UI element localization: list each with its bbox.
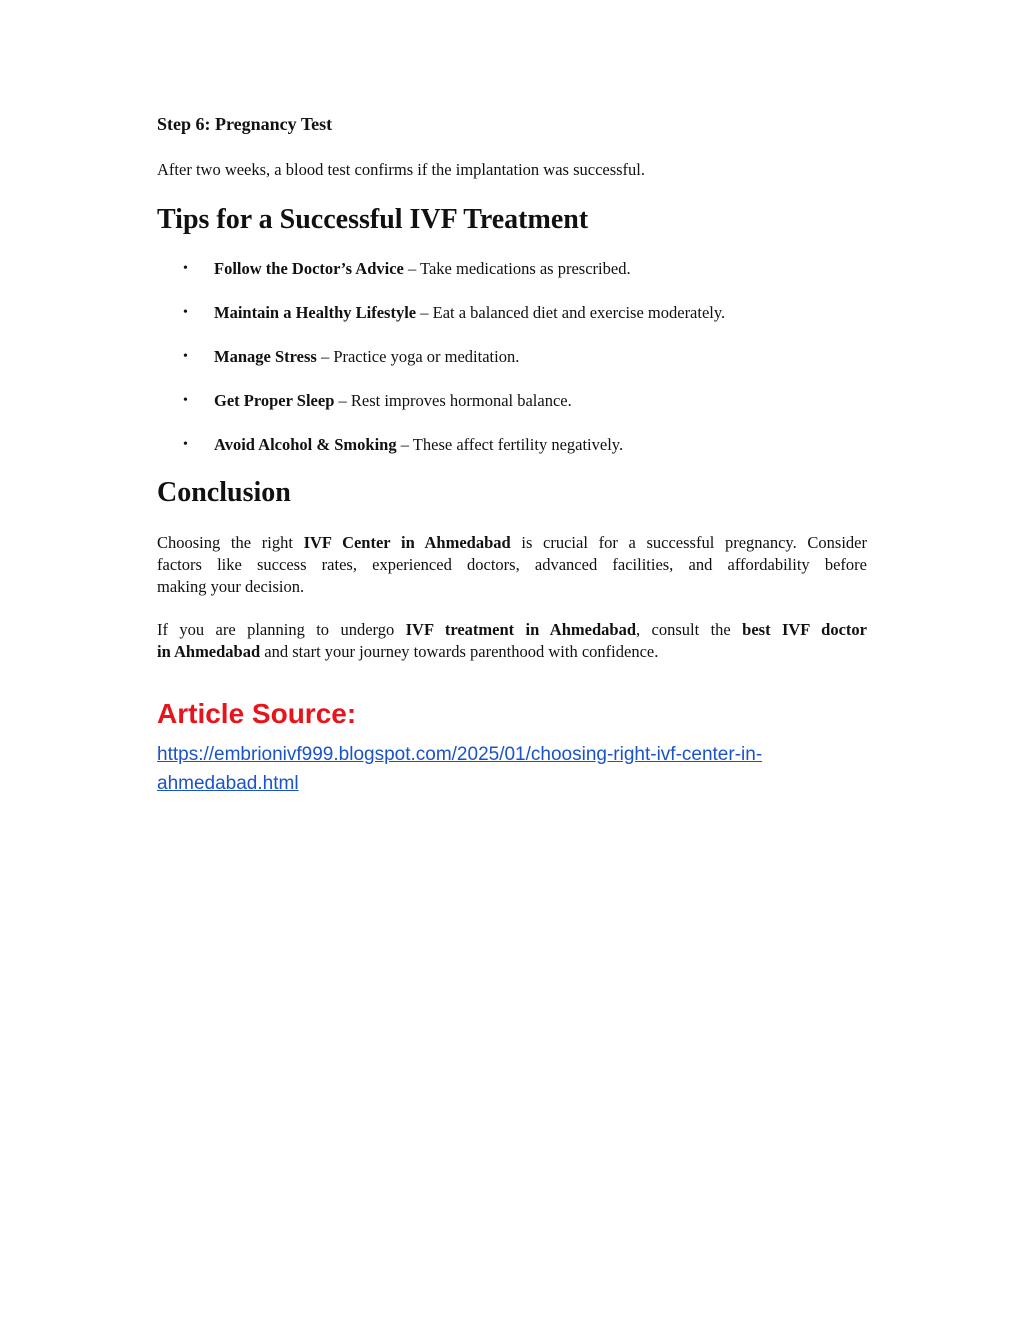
- text-run: , consult the: [636, 620, 743, 639]
- bullet-icon: •: [183, 349, 188, 364]
- text-line: making your decision.: [157, 577, 305, 596]
- conclusion-paragraph-1: [157, 532, 867, 598]
- keyword-ivf-center: IVF Center in Ahmedabad: [303, 533, 511, 552]
- tip-text: – Take medications as prescribed.: [403, 259, 631, 278]
- text-run: Choosing the right: [157, 533, 304, 552]
- tip-text: – Practice yoga or meditation.: [316, 347, 520, 366]
- bullet-icon: •: [183, 305, 188, 320]
- list-item: [157, 434, 867, 478]
- article-source-heading: Article Source:: [157, 698, 357, 729]
- tip-title: Maintain a Healthy Lifestyle: [214, 303, 417, 322]
- link-line[interactable]: https://embrionivf999.blogspot.com/2025/01/choosing-right-ivf-center-in-: [157, 744, 763, 765]
- tip-title: Manage Stress: [214, 347, 317, 366]
- tips-heading: Tips for a Successful IVF Treatment: [157, 204, 589, 235]
- tips-list: [157, 258, 867, 478]
- tip-text: – These affect fertility negatively.: [396, 435, 624, 454]
- tip-text: – Eat a balanced diet and exercise moderately.: [416, 303, 726, 322]
- bullet-icon: •: [183, 393, 188, 408]
- list-item: [157, 346, 867, 390]
- conclusion-paragraph-2: [157, 619, 867, 663]
- step-description: After two weeks, a blood test confirms if the implantation was successful.: [157, 160, 646, 179]
- list-item: [157, 258, 867, 302]
- link-line[interactable]: ahmedabad.html: [157, 773, 299, 794]
- list-item: [157, 302, 867, 346]
- list-item: [157, 390, 867, 434]
- keyword-best-doctor: best IVF doctor: [742, 620, 867, 639]
- text-run: and start your journey towards parenthood with confidence.: [260, 642, 659, 661]
- text-run: If you are planning to undergo: [157, 620, 406, 639]
- step-title: Step 6: Pregnancy Test: [157, 114, 333, 134]
- tip-title: Get Proper Sleep: [214, 391, 335, 410]
- keyword-ivf-treatment: IVF treatment in Ahmedabad: [405, 620, 636, 639]
- tip-title: Avoid Alcohol & Smoking: [214, 435, 397, 454]
- text-line: factors like success rates, experienced doctors, advanced facilities, and affordability before: [157, 555, 867, 574]
- text-run: is crucial for a successful pregnancy. Consider: [510, 533, 867, 552]
- tip-text: – Rest improves hormonal balance.: [334, 391, 572, 410]
- tip-title: Follow the Doctor’s Advice: [214, 259, 404, 278]
- bullet-icon: •: [183, 437, 188, 452]
- article-source-link[interactable]: [157, 740, 877, 798]
- conclusion-heading: Conclusion: [157, 477, 291, 508]
- bullet-icon: •: [183, 261, 188, 276]
- keyword-in-ahmedabad: in Ahmedabad: [157, 642, 261, 661]
